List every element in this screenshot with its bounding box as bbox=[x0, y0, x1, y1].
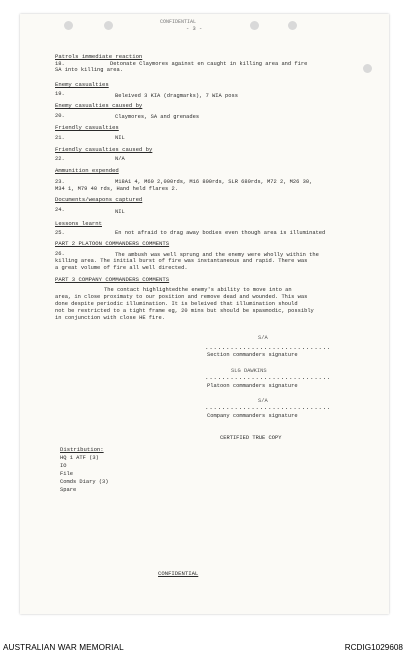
para-text: N/A bbox=[115, 156, 125, 162]
heading-part2: PART 2 PLATOON COMMANDERS COMMENTS bbox=[55, 240, 170, 247]
heading-enemy-casualties: Enemy casualties bbox=[55, 81, 109, 88]
heading-part3: PART 3 COMPANY COMMANDERS COMMENTS bbox=[55, 276, 170, 283]
para-number: 26. bbox=[55, 251, 65, 257]
certified-true-copy: CERTIFIED TRUE COPY bbox=[220, 435, 282, 441]
page-number: - 3 - bbox=[186, 26, 203, 32]
para-text: killing area. The initial burst of fire was instantaneous and rapid. There was bbox=[55, 258, 308, 264]
para-text: Detonate Claymores against en caught in killing area and fire bbox=[110, 61, 308, 67]
section-signature-value: S/A bbox=[258, 335, 268, 341]
para-number: 24. bbox=[55, 207, 65, 213]
heading-enemy-casualties-by: Enemy casualties caused by bbox=[55, 102, 143, 109]
para-number: 21. bbox=[55, 135, 65, 141]
heading-ammunition: Ammunition expended bbox=[55, 167, 119, 174]
para-text: NIL bbox=[115, 209, 125, 215]
para-text: a great volume of fire all well directed. bbox=[55, 265, 188, 271]
distribution-item: Comds Diary (3) bbox=[60, 479, 109, 485]
distribution-item: File bbox=[60, 471, 73, 477]
para-number: 23. bbox=[55, 179, 65, 185]
footer-institution: AUSTRALIAN WAR MEMORIAL bbox=[3, 643, 124, 652]
document-page bbox=[20, 14, 389, 614]
heading-documents: Documents/weapons captured bbox=[55, 196, 143, 203]
para-number: 22. bbox=[55, 156, 65, 162]
distribution-item: IO bbox=[60, 463, 67, 469]
distribution-item: Spare bbox=[60, 487, 77, 493]
header-classification: CONFIDENTIAL bbox=[160, 19, 197, 25]
platoon-signature-label: Platoon commanders signature bbox=[207, 383, 298, 389]
para-text: NIL bbox=[115, 135, 125, 141]
para-text: Claymores, SA and grenades bbox=[115, 114, 200, 120]
para-text: Beleived 3 KIA (dragmarks), 7 WIA poss bbox=[115, 93, 238, 99]
para-number: 18. bbox=[55, 61, 65, 67]
company-signature-label: Company commanders signature bbox=[207, 413, 298, 419]
para-text: not be restricted to a tight frame eg, 20 mins but should be spasmodic, possibly bbox=[55, 308, 314, 314]
para-text: area, in close proximaty to our position and remove dead and wounded. This was bbox=[55, 294, 308, 300]
distribution-heading: Distribution: bbox=[60, 446, 104, 453]
signature-line: .............................. bbox=[205, 404, 332, 411]
para-text: M18A1 4, M60 2,000rds, M16 800rds, SLR 680rds, M72 2, M26 30, bbox=[115, 179, 313, 185]
punch-hole bbox=[363, 64, 372, 73]
para-text: in conjunction with close HE fire. bbox=[55, 315, 165, 321]
distribution-item: HQ 1 ATF (3) bbox=[60, 455, 99, 461]
punch-hole bbox=[64, 21, 73, 30]
para-text: En not afraid to drag away bodies even though area is illuminated bbox=[115, 230, 326, 236]
heading-friendly-casualties: Friendly casualties bbox=[55, 124, 119, 131]
para-text: The ambush was well sprung and the enemy were wholly within the bbox=[115, 252, 319, 258]
company-signature-value: S/A bbox=[258, 398, 268, 404]
section-signature-label: Section commanders signature bbox=[207, 352, 298, 358]
para-text: M34 1, M79 40 rds, Hand held flares 2. bbox=[55, 186, 178, 192]
para-text: SA into killing area. bbox=[55, 67, 123, 73]
para-text: The contact highlightedthe enemy's ability to move into an bbox=[104, 287, 292, 293]
para-number: 19. bbox=[55, 91, 65, 97]
bottom-classification: CONFIDENTIAL bbox=[158, 570, 199, 577]
signature-line: .............................. bbox=[205, 344, 332, 351]
punch-hole bbox=[104, 21, 113, 30]
para-number: 25. bbox=[55, 230, 65, 236]
signature-line: .............................. bbox=[205, 374, 332, 381]
footer-record-id: RCDIG1029608 bbox=[344, 643, 403, 652]
archive-footer bbox=[0, 622, 406, 654]
heading-lessons: Lessons learnt bbox=[55, 220, 102, 227]
platoon-signature-value: SLG DAWKINS bbox=[231, 368, 267, 374]
punch-hole bbox=[288, 21, 297, 30]
heading-patrols-reaction: Patrols immediate reaction bbox=[55, 53, 143, 60]
heading-friendly-casualties-by: Friendly casualties caused by bbox=[55, 146, 153, 153]
para-number: 20. bbox=[55, 113, 65, 119]
punch-hole bbox=[250, 21, 259, 30]
para-text: done despite periodic illumination. It is beleived that illumination should bbox=[55, 301, 298, 307]
